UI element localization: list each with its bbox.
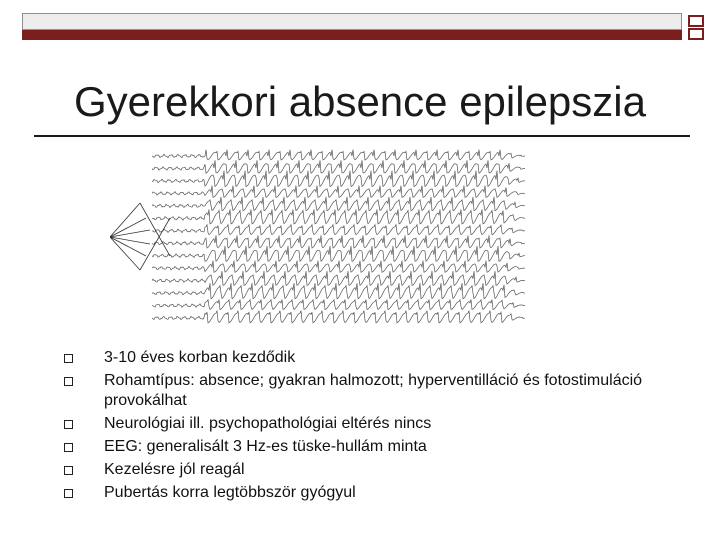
bullet-item <box>64 437 704 457</box>
eeg-channel-trace <box>152 150 525 160</box>
bullet-list <box>64 348 704 506</box>
bullet-text: EEG: generalisált 3 Hz-es tüske-hullám minta <box>104 437 427 455</box>
square-bullet-icon <box>64 466 73 475</box>
bullet-text: 3-10 éves korban kezdődik <box>104 349 296 366</box>
eeg-channel-trace <box>152 209 525 224</box>
eeg-channel-trace <box>152 300 525 310</box>
bullet-item <box>64 483 704 503</box>
eeg-channel-trace <box>152 197 525 211</box>
eeg-channel-trace <box>152 186 525 198</box>
eeg-figure <box>110 148 530 326</box>
bullet-text: Neurológiai ill. psychopathológiai eltérés nincs <box>104 414 432 432</box>
square-bullet-icon <box>64 489 73 498</box>
bullet-item <box>64 348 704 368</box>
eeg-channel-trace <box>152 235 525 248</box>
bullet-item <box>64 460 704 480</box>
bullet-text: Rohamtípus: absence; gyakran halmozott; hyperventilláció és fotostimuláció provokálhat <box>104 372 643 409</box>
eeg-channel-trace <box>152 311 525 323</box>
eeg-channel-trace <box>152 160 525 173</box>
eeg-channel-trace <box>152 261 525 273</box>
bullet-item <box>64 371 704 410</box>
eeg-channel-trace <box>152 246 525 261</box>
header-bar-grey <box>22 13 682 30</box>
eeg-channel-trace <box>152 271 525 285</box>
slide-title: Gyerekkori absence epilepszia <box>74 78 646 125</box>
square-bullet-icon <box>64 377 73 386</box>
square-bullet-icon <box>64 354 73 363</box>
corner-square-icon <box>688 28 704 40</box>
corner-square-icon <box>688 15 704 27</box>
bullet-item <box>64 414 704 434</box>
eeg-channel-trace <box>152 283 525 299</box>
title-divider <box>34 135 690 137</box>
bullet-text: Pubertás korra legtöbbször gyógyul <box>104 483 356 501</box>
eeg-channel-trace <box>152 225 525 235</box>
header-bar-maroon <box>22 30 682 40</box>
square-bullet-icon <box>64 443 73 452</box>
bullet-text: Kezelésre jól reagál <box>104 460 245 478</box>
square-bullet-icon <box>64 420 73 429</box>
